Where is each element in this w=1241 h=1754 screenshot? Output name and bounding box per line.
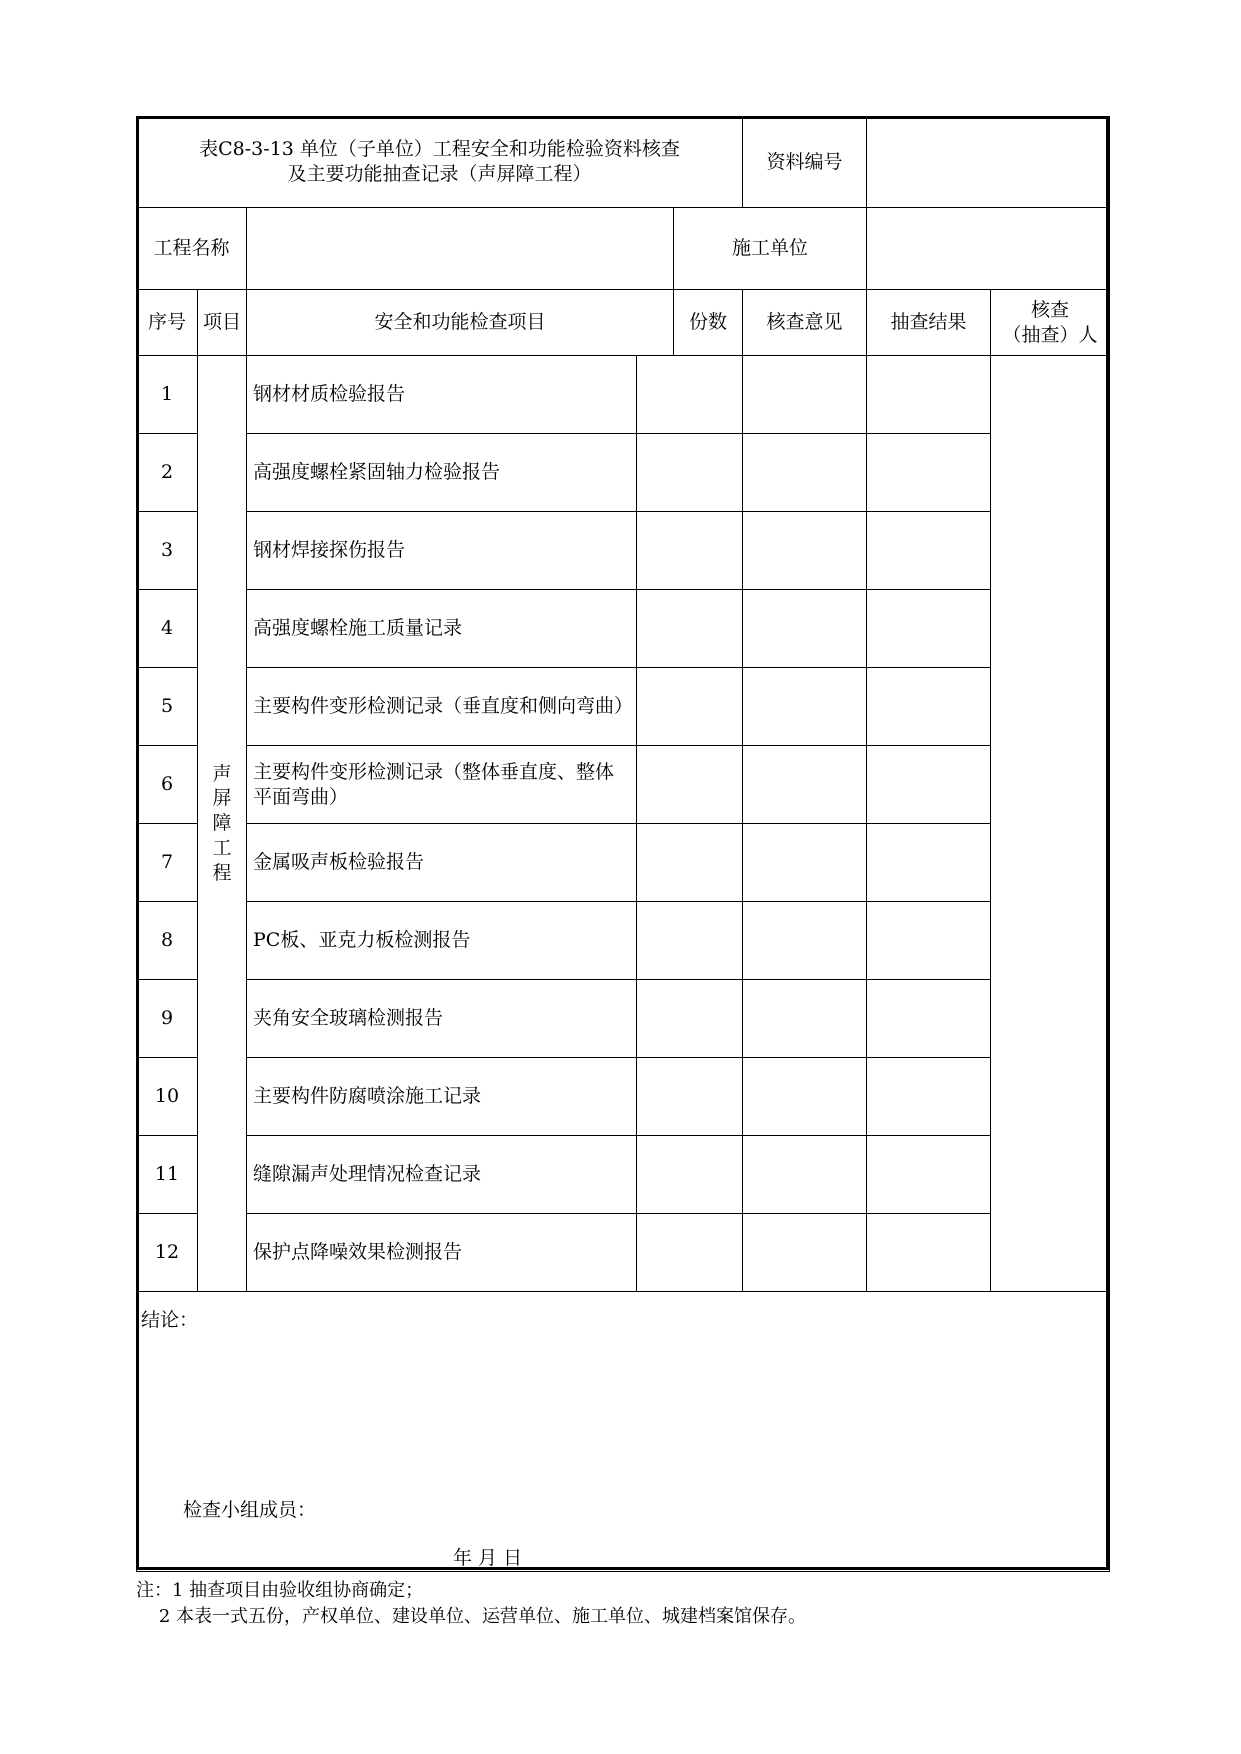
copies-cell[interactable] (637, 1136, 743, 1214)
opinion-cell[interactable] (743, 1214, 867, 1292)
result-cell[interactable] (867, 668, 991, 746)
copies-cell[interactable] (637, 824, 743, 902)
contractor-field[interactable] (867, 208, 1110, 290)
copies-cell[interactable] (637, 668, 743, 746)
copies-cell[interactable] (637, 434, 743, 512)
opinion-cell[interactable] (743, 980, 867, 1058)
table-row (137, 1136, 1110, 1214)
category-cell (198, 356, 247, 1292)
row-number: 3 (137, 512, 198, 590)
check-item: 高强度螺栓紧固轴力检验报告 (247, 434, 637, 512)
col-item-header: 项目 (198, 290, 247, 356)
opinion-cell[interactable] (743, 824, 867, 902)
check-item: 主要构件防腐喷涂施工记录 (247, 1058, 637, 1136)
table-row (137, 902, 1110, 980)
opinion-cell[interactable] (743, 434, 867, 512)
check-item: PC板、亚克力板检测报告 (247, 902, 637, 980)
copies-cell[interactable] (637, 356, 743, 434)
project-name-label: 工程名称 (137, 208, 247, 290)
col-opinion-header: 核查意见 (743, 290, 867, 356)
result-cell[interactable] (867, 1214, 991, 1292)
table-row (137, 1058, 1110, 1136)
table-row (137, 980, 1110, 1058)
result-cell[interactable] (867, 746, 991, 824)
check-item: 高强度螺栓施工质量记录 (247, 590, 637, 668)
row-number: 8 (137, 902, 198, 980)
opinion-cell[interactable] (743, 1058, 867, 1136)
row-number: 7 (137, 824, 198, 902)
result-cell[interactable] (867, 824, 991, 902)
conclusion-cell[interactable] (137, 1292, 1110, 1572)
result-cell[interactable] (867, 1058, 991, 1136)
result-cell[interactable] (867, 434, 991, 512)
copies-cell[interactable] (637, 980, 743, 1058)
info-row (137, 208, 1110, 290)
col-seq-header: 序号 (137, 290, 198, 356)
category-label: 声屏障工程 (212, 762, 232, 884)
doc-no-label: 资料编号 (743, 117, 867, 208)
date-field: 年 月 日 (453, 1547, 523, 1569)
result-cell[interactable] (867, 1136, 991, 1214)
col-copies-header: 份数 (674, 290, 743, 356)
project-name-field[interactable] (247, 208, 674, 290)
row-number: 6 (137, 746, 198, 824)
opinion-cell[interactable] (743, 590, 867, 668)
row-number: 2 (137, 434, 198, 512)
col-result-header: 抽查结果 (867, 290, 991, 356)
result-cell[interactable] (867, 356, 991, 434)
opinion-cell[interactable] (743, 356, 867, 434)
conclusion-row (137, 1292, 1110, 1572)
contractor-label: 施工单位 (674, 208, 867, 290)
row-number: 12 (137, 1214, 198, 1292)
row-number: 10 (137, 1058, 198, 1136)
check-item: 保护点降噪效果检测报告 (247, 1214, 637, 1292)
members-label: 检查小组成员： (183, 1499, 317, 1521)
copies-cell[interactable] (637, 1214, 743, 1292)
title-row (137, 117, 1110, 208)
check-item: 钢材材质检验报告 (247, 356, 637, 434)
conclusion-label: 结论： (141, 1309, 199, 1331)
footnotes (136, 1578, 806, 1630)
footnote-2: 2 本表一式五份，产权单位、建设单位、运营单位、施工单位、城建档案馆保存。 (136, 1606, 807, 1628)
table-row (137, 668, 1110, 746)
column-header-row (137, 290, 1110, 356)
check-item: 主要构件变形检测记录（整体垂直度、整体平面弯曲） (247, 746, 637, 824)
check-item: 金属吸声板检验报告 (247, 824, 637, 902)
copies-cell[interactable] (637, 902, 743, 980)
doc-no-field[interactable] (867, 117, 1110, 208)
opinion-cell[interactable] (743, 1136, 867, 1214)
copies-cell[interactable] (637, 512, 743, 590)
opinion-cell[interactable] (743, 668, 867, 746)
row-number: 9 (137, 980, 198, 1058)
form-title-line1: 表C8-3-13 单位（子单位）工程安全和功能检验资料核查 (199, 138, 680, 161)
form-title (137, 117, 743, 208)
check-item: 缝隙漏声处理情况检查记录 (247, 1136, 637, 1214)
table-row (137, 356, 1110, 434)
result-cell[interactable] (867, 590, 991, 668)
table-row (137, 824, 1110, 902)
check-item: 主要构件变形检测记录（垂直度和侧向弯曲） (247, 668, 637, 746)
table-row (137, 434, 1110, 512)
col-check-item-header: 安全和功能检查项目 (247, 290, 674, 356)
table-row (137, 512, 1110, 590)
col-checker-header (991, 290, 1110, 356)
table-row (137, 1214, 1110, 1292)
table-row (137, 590, 1110, 668)
checker-cell[interactable] (991, 356, 1110, 1292)
row-number: 4 (137, 590, 198, 668)
copies-cell[interactable] (637, 1058, 743, 1136)
copies-cell[interactable] (637, 746, 743, 824)
result-cell[interactable] (867, 980, 991, 1058)
check-item: 夹角安全玻璃检测报告 (247, 980, 637, 1058)
col-checker-header-line1: 核查 (1031, 298, 1070, 321)
col-checker-header-line2: （抽查）人 (1002, 323, 1098, 346)
opinion-cell[interactable] (743, 512, 867, 590)
inspection-form-table (136, 116, 1110, 1572)
check-item: 钢材焊接探伤报告 (247, 512, 637, 590)
row-number: 5 (137, 668, 198, 746)
opinion-cell[interactable] (743, 902, 867, 980)
row-number: 1 (137, 356, 198, 434)
footnote-1: 注：1 抽查项目由验收组协商确定； (136, 1580, 424, 1601)
copies-cell[interactable] (637, 590, 743, 668)
result-cell[interactable] (867, 512, 991, 590)
table-row (137, 746, 1110, 824)
form-title-line2: 及主要功能抽查记录（声屏障工程） (287, 163, 592, 185)
row-number: 11 (137, 1136, 198, 1214)
result-cell[interactable] (867, 902, 991, 980)
opinion-cell[interactable] (743, 746, 867, 824)
